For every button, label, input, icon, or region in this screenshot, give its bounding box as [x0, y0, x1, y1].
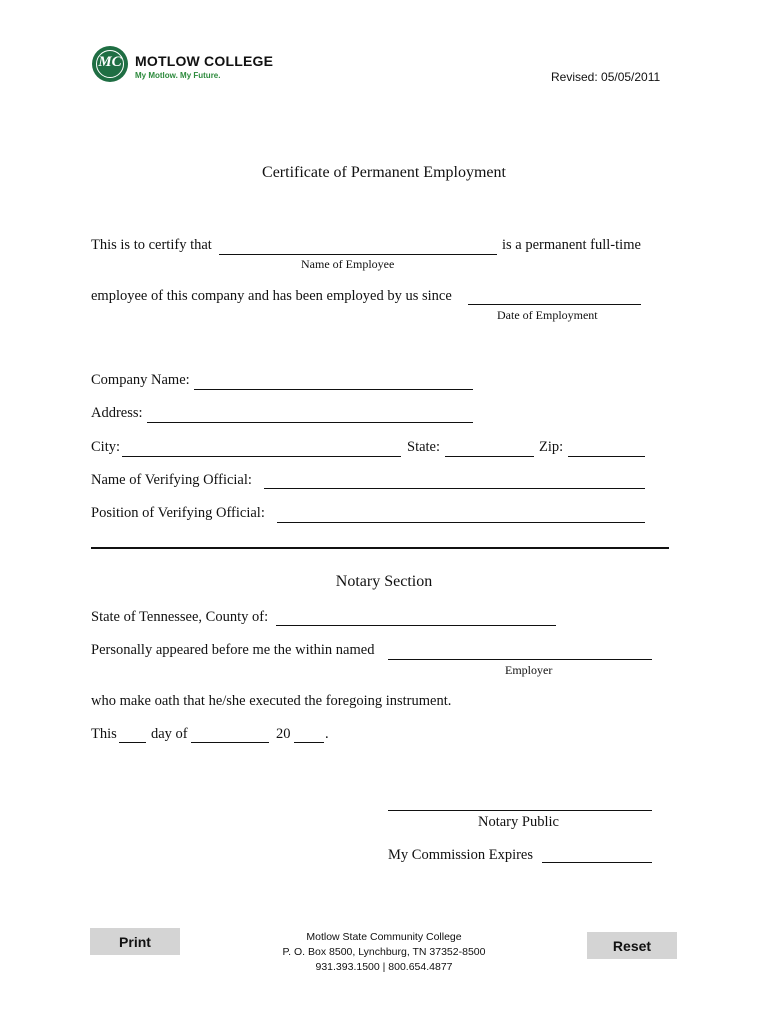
state-label: State: — [407, 439, 441, 455]
college-seal-icon — [92, 46, 128, 82]
notary-signature-field[interactable] — [388, 810, 652, 811]
reset-button[interactable]: Reset — [587, 932, 677, 959]
year-prefix: 20 — [276, 726, 291, 742]
company-name-label: Company Name: — [91, 372, 190, 388]
notary-section-title: Notary Section — [335, 573, 433, 590]
footer-line-3: 931.393.1500 | 800.654.4877 — [315, 961, 453, 973]
oath-text: who make oath that he/she executed the foregoing instrument. — [91, 693, 452, 709]
this-label: This — [91, 726, 117, 742]
verifying-name-field[interactable] — [264, 488, 645, 489]
seal-letters: MC — [98, 54, 122, 70]
employee-name-caption: Name of Employee — [301, 257, 395, 271]
month-field[interactable] — [191, 742, 269, 743]
print-button[interactable]: Print — [90, 928, 180, 955]
notary-public-caption: Notary Public — [478, 814, 559, 830]
verifying-position-label: Position of Verifying Official: — [91, 505, 265, 521]
city-label: City: — [91, 439, 121, 455]
verifying-position-field[interactable] — [277, 522, 645, 523]
employed-text: employee of this company and has been employed by us since — [91, 288, 452, 304]
commission-label: My Commission Expires — [388, 847, 534, 863]
commission-expiry-field[interactable] — [542, 862, 652, 863]
zip-field[interactable] — [568, 456, 645, 457]
college-tagline: My Motlow. My Future. — [135, 71, 221, 80]
day-field[interactable] — [119, 742, 146, 743]
employment-date-caption: Date of Employment — [497, 308, 598, 322]
year-period: . — [325, 726, 329, 742]
state-county-label: State of Tennessee, County of: — [91, 609, 269, 625]
footer-line-2: P. O. Box 8500, Lynchburg, TN 37352-8500 — [282, 946, 486, 958]
address-field[interactable] — [147, 422, 473, 423]
year-field[interactable] — [294, 742, 324, 743]
employer-caption: Employer — [505, 663, 553, 677]
form-title: Certificate of Permanent Employment — [262, 164, 506, 181]
footer-address — [234, 930, 534, 975]
footer-line-1: Motlow State Community College — [306, 931, 462, 943]
certify-suffix: is a permanent full-time — [502, 237, 641, 253]
verifying-name-label: Name of Verifying Official: — [91, 472, 252, 488]
company-name-field[interactable] — [194, 389, 473, 390]
address-label: Address: — [91, 405, 143, 421]
certify-prefix: This is to certify that — [91, 237, 212, 253]
college-name: MOTLOW COLLEGE — [135, 53, 274, 69]
city-field[interactable] — [122, 456, 401, 457]
employer-field[interactable] — [388, 659, 652, 660]
day-of-label: day of — [151, 726, 188, 742]
state-field[interactable] — [445, 456, 534, 457]
appeared-text: Personally appeared before me the within named — [91, 642, 375, 658]
county-field[interactable] — [276, 625, 556, 626]
section-divider — [91, 547, 669, 549]
employee-name-field[interactable] — [219, 254, 497, 255]
employment-date-field[interactable] — [468, 304, 641, 305]
revised-date: Revised: 05/05/2011 — [551, 70, 661, 84]
zip-label: Zip: — [539, 439, 564, 455]
